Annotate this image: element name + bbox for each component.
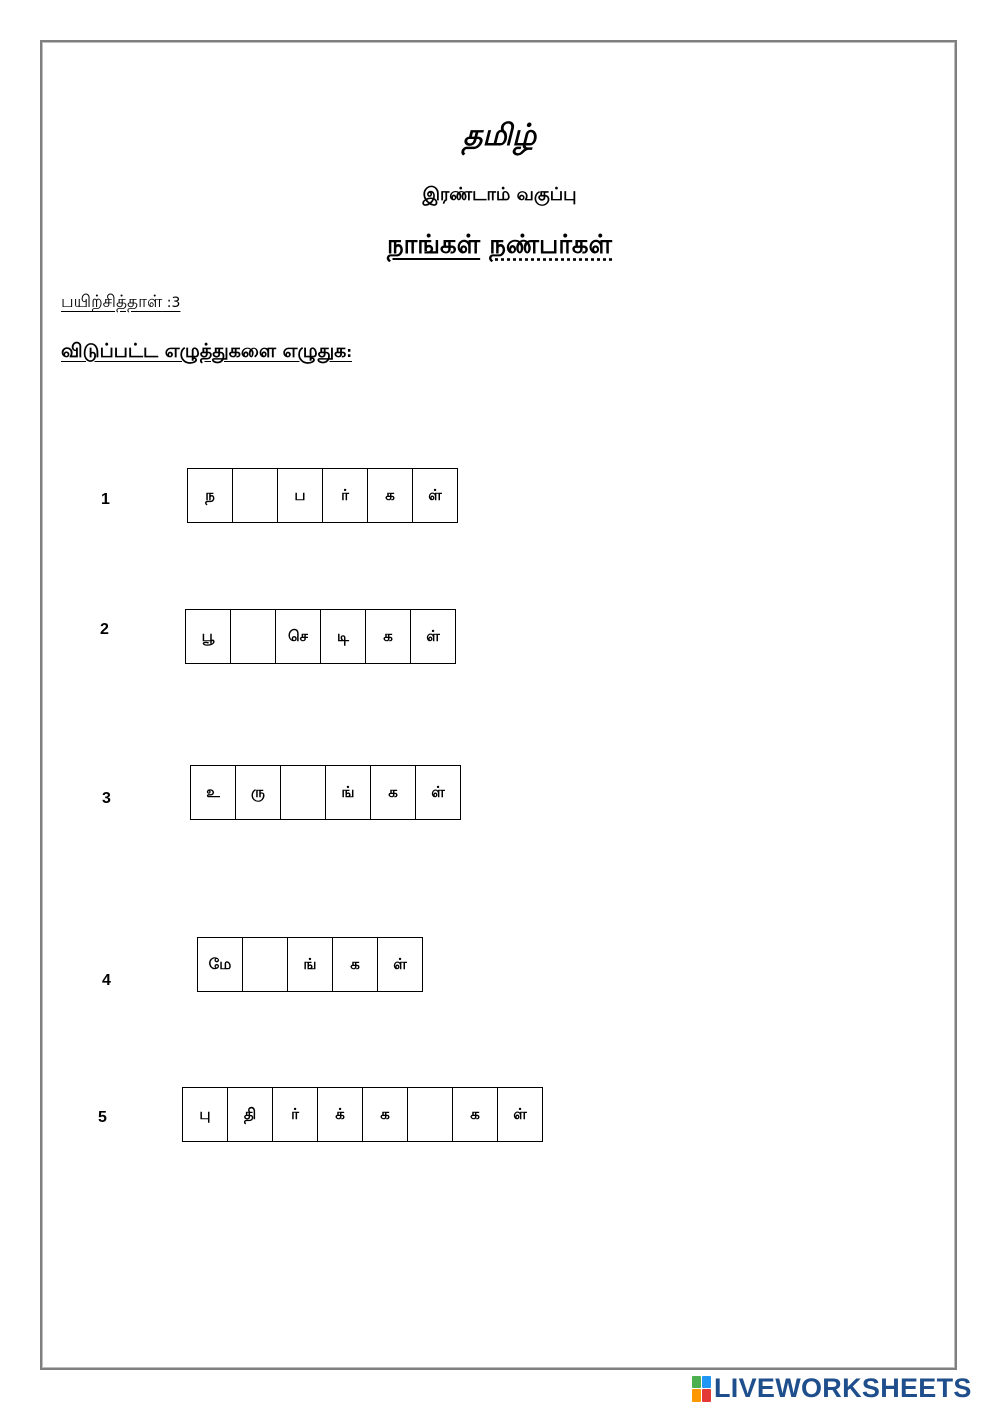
letter-cell: பூ	[186, 610, 231, 663]
letter-cell: ர்	[273, 1088, 318, 1141]
exercise-label-text: பயிற்சித்தாள்	[61, 292, 163, 312]
logo-square-green	[692, 1376, 701, 1389]
blank-letter-input[interactable]	[243, 938, 288, 991]
liveworksheets-logo[interactable]	[692, 1373, 972, 1404]
liveworksheets-logo-text: LIVEWORKSHEETS	[714, 1373, 972, 1403]
lesson-title-word-2: நண்பர்கள்	[489, 230, 612, 260]
letter-cell: டி	[321, 610, 366, 663]
letter-cell: க	[366, 610, 411, 663]
letter-cell: மே	[198, 938, 243, 991]
question-number: 5	[98, 1109, 107, 1126]
instruction	[61, 340, 352, 365]
letter-grid-2	[185, 609, 456, 664]
question-number: 3	[102, 790, 111, 807]
letter-grid-5	[182, 1087, 543, 1142]
letter-cell: க	[371, 766, 416, 819]
letter-grid-1	[187, 468, 458, 523]
letter-cell: க்	[318, 1088, 363, 1141]
letter-cell: ரு	[236, 766, 281, 819]
letter-cell: ள்	[393, 954, 407, 973]
grade-label: இரண்டாம் வகுப்பு	[422, 184, 577, 205]
letter-cell: ங்	[288, 938, 333, 991]
letter-cell: க	[368, 469, 413, 522]
letter-cell: ப	[278, 469, 323, 522]
letter-cell: ள்	[428, 485, 442, 504]
exercise-label	[61, 292, 180, 314]
letter-cell: ள்	[431, 782, 445, 801]
letter-cell: பு	[183, 1088, 228, 1141]
blank-letter-input[interactable]	[281, 766, 326, 819]
question-number: 1	[101, 491, 110, 508]
page-title: தமிழ்	[462, 118, 537, 153]
instruction-colon: :	[346, 345, 352, 361]
logo-square-red	[702, 1389, 711, 1402]
letter-cell: செ	[276, 610, 321, 663]
question-number: 4	[102, 972, 111, 989]
letter-cell: ங்	[326, 766, 371, 819]
lesson-title	[0, 230, 999, 263]
liveworksheets-logo-icon	[692, 1376, 711, 1402]
instruction-text: விடுப்பட்ட எழுத்துகளை எழுதுக	[61, 340, 347, 362]
letter-cell: உ	[191, 766, 236, 819]
blank-letter-input[interactable]	[233, 469, 278, 522]
blank-letter-input[interactable]	[231, 610, 276, 663]
question-number: 2	[100, 621, 109, 638]
letter-grid-4	[197, 937, 423, 992]
letter-grid-3	[190, 765, 461, 820]
letter-cell: ந	[188, 469, 233, 522]
letter-cell: க	[453, 1088, 498, 1141]
letter-cell: ர்	[323, 469, 368, 522]
lesson-title-word-1: நாங்கள்	[387, 230, 481, 260]
letter-cell: க	[363, 1088, 408, 1141]
letter-cell: ள்	[426, 626, 440, 645]
letter-cell: ள்	[513, 1104, 527, 1123]
logo-square-orange	[692, 1389, 701, 1402]
logo-square-blue	[702, 1376, 711, 1389]
exercise-number: :3	[162, 295, 181, 311]
blank-letter-input[interactable]	[408, 1088, 453, 1141]
letter-cell: க	[333, 938, 378, 991]
letter-cell: தி	[228, 1088, 273, 1141]
